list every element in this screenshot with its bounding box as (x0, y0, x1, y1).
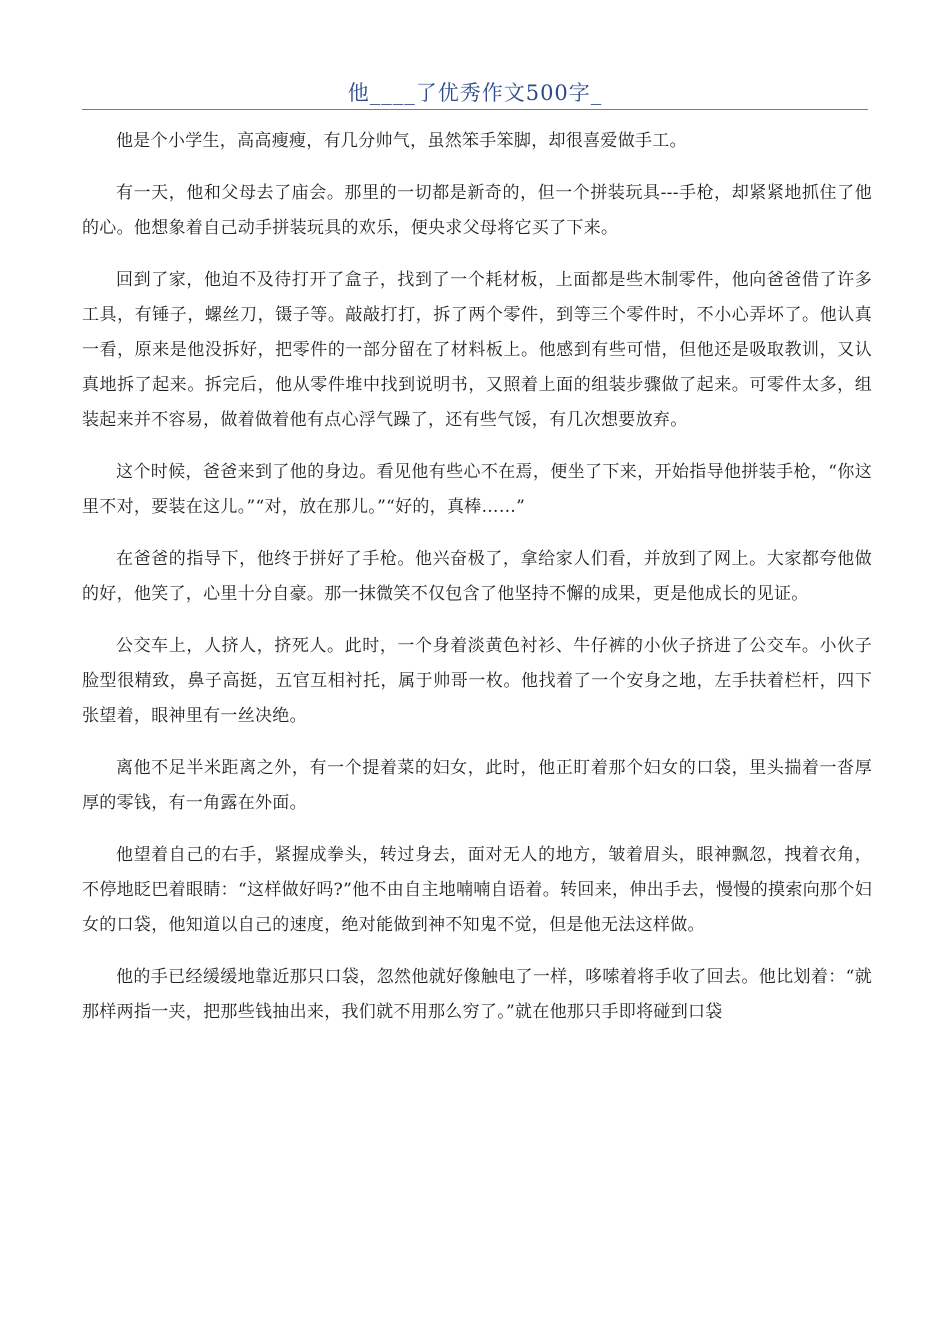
paragraph: 这个时候，爸爸来到了他的身边。看见他有些心不在焉，便坐了下来，开始指导他拼装手枪，“你这里不对，要装在这儿。”“对，放在那儿。”“好的，真棒……” (82, 462, 872, 517)
document-body (82, 124, 872, 1047)
paragraph: 离他不足半米距离之外，有一个提着菜的妇女，此时，他正盯着那个妇女的口袋，里头揣着一沓厚厚的零钱，有一角露在外面。 (82, 758, 872, 813)
paragraph: 回到了家，他迫不及待打开了盒子，找到了一个耗材板，上面都是些木制零件，他向爸爸借了许多工具，有锤子，螺丝刀，镊子等。敲敲打打，拆了两个零件，到等三个零件时，不小心弄坏了。他认真一看，原来是他没拆好，把零件的一部分留在了材料板上。他感到有些可惜，但他还是吸取教训，又认真地拆了起来。拆完后，他从零件堆中找到说明书，又照着上面的组装步骤做了起来。可零件太多，组装起来并不容易，做着做着他有点心浮气躁了，还有些气馁，有几次想要放弃。 (82, 270, 872, 430)
paragraph: 有一天，他和父母去了庙会。那里的一切都是新奇的，但一个拼装玩具---手枪，却紧紧地抓住了他的心。他想象着自己动手拼装玩具的欢乐，便央求父母将它买了下来。 (82, 183, 872, 238)
title-underline (82, 109, 868, 110)
paragraph: 在爸爸的指导下，他终于拼好了手枪。他兴奋极了，拿给家人们看，并放到了网上。大家都夸他做的好，他笑了，心里十分自豪。那一抹微笑不仅包含了他坚持不懈的成果，更是他成长的见证。 (82, 549, 872, 604)
paragraph: 他是个小学生，高高瘦瘦，有几分帅气，虽然笨手笨脚，却很喜爱做手工。 (116, 131, 687, 151)
paragraph: 他的手已经缓缓地靠近那只口袋，忽然他就好像触电了一样，哆嗦着将手收了回去。他比划着：“就那样两指一夹，把那些钱抽出来，我们就不用那么穷了。”就在他那只手即将碰到口袋 (82, 967, 872, 1022)
paragraph: 他望着自己的右手，紧握成拳头，转过身去，面对无人的地方，皱着眉头，眼神飘忽，拽着衣角，不停地眨巴着眼睛：“这样做好吗?”他不由自主地喃喃自语着。转回来，伸出手去，慢慢的摸索向那个妇女的口袋，他知道以自己的速度，绝对能做到神不知鬼不觉，但是他无法这样做。 (82, 845, 872, 935)
paragraph: 公交车上，人挤人，挤死人。此时，一个身着淡黄色衬衫、牛仔裤的小伙子挤进了公交车。小伙子脸型很精致，鼻子高挺，五官互相衬托，属于帅哥一枚。他找着了一个安身之地，左手扶着栏杆，四下张望着，眼神里有一丝决绝。 (82, 636, 872, 726)
document-title: 他____了优秀作文500字_ (347, 81, 603, 105)
